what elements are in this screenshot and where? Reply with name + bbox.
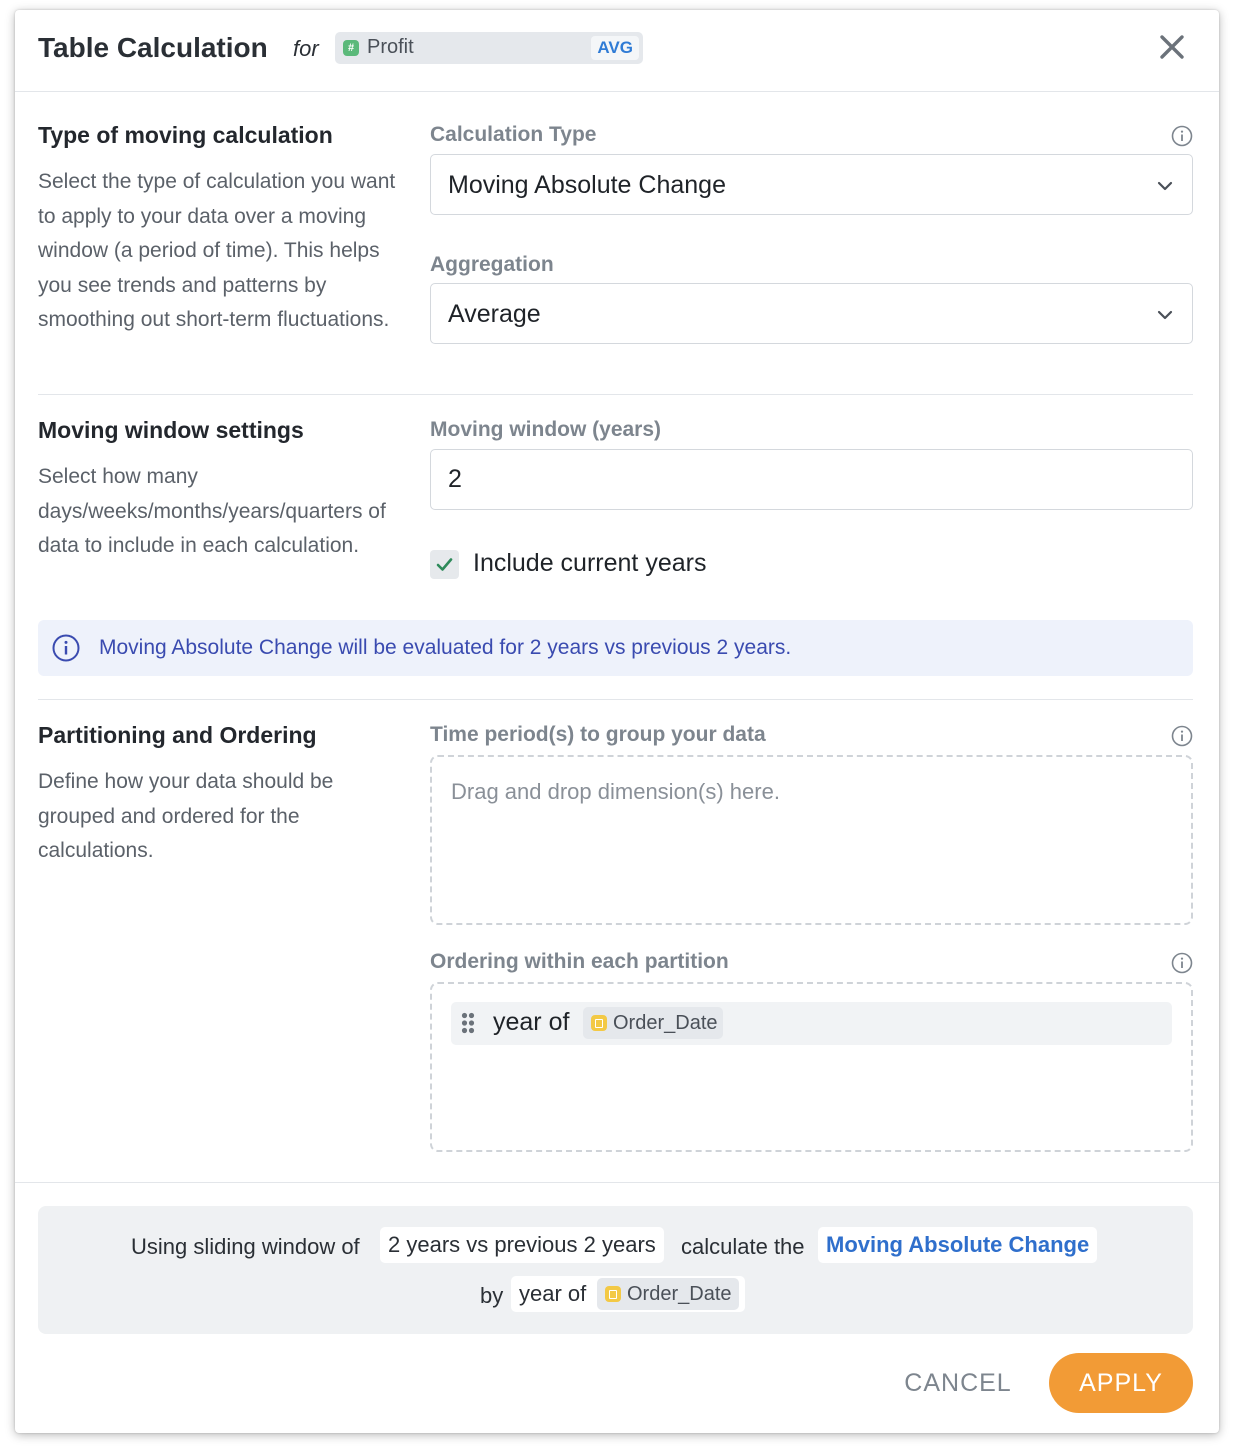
dialog-header (15, 10, 1219, 92)
info-icon[interactable] (1171, 952, 1193, 974)
info-icon[interactable] (1171, 725, 1193, 747)
hash-icon: # (343, 40, 359, 56)
drag-handle-icon[interactable] (461, 1012, 475, 1034)
partition-section-title: Partitioning and Ordering (38, 722, 317, 748)
measure-name: Profit (367, 36, 414, 58)
dimension-name: Order_Date (613, 1012, 718, 1034)
order-item[interactable] (451, 1002, 1172, 1045)
for-label: for (293, 36, 319, 61)
aggregation-badge: AVG (591, 36, 639, 60)
dimension-chip (583, 1007, 723, 1039)
summary-panel (38, 1206, 1193, 1334)
close-icon (1157, 32, 1187, 62)
order-item-prefix: year of (493, 1008, 570, 1036)
chevron-down-icon (1156, 177, 1174, 195)
include-current-checkbox[interactable] (430, 550, 459, 579)
cancel-button[interactable]: CANCEL (893, 1353, 1023, 1413)
footer-divider (15, 1182, 1219, 1183)
info-banner (38, 620, 1193, 676)
check-icon (430, 550, 459, 579)
type-section-title: Type of moving calculation (38, 122, 333, 148)
summary-middle: calculate the (681, 1234, 805, 1259)
group-label: Time period(s) to group your data (430, 723, 766, 746)
info-icon (52, 634, 80, 662)
calculation-type-value: Moving Absolute Change (448, 171, 726, 199)
measure-chip (335, 32, 643, 64)
aggregation-value: Average (448, 300, 541, 328)
dimension-chip (597, 1278, 739, 1310)
calculation-type-label: Calculation Type (430, 123, 597, 146)
window-section-title: Moving window settings (38, 417, 304, 443)
summary-by: by (480, 1283, 504, 1308)
group-dropzone[interactable] (430, 755, 1193, 925)
include-current-label[interactable]: Include current years (473, 549, 707, 577)
calendar-icon (591, 1015, 607, 1031)
dimension-name: Order_Date (627, 1283, 732, 1305)
close-button[interactable] (1157, 32, 1187, 62)
apply-button[interactable]: APPLY (1049, 1353, 1193, 1413)
order-label: Ordering within each partition (430, 950, 729, 973)
order-dropzone[interactable] (430, 982, 1193, 1152)
window-section-description: Select how many days/weeks/months/years/quarters of data to include in each calculation. (38, 465, 386, 558)
chevron-down-icon (1156, 306, 1174, 324)
summary-by-chip (511, 1276, 745, 1312)
section-divider (38, 394, 1193, 395)
table-calculation-dialog (15, 10, 1219, 1433)
summary-prefix: Using sliding window of (131, 1234, 360, 1259)
moving-window-input[interactable] (430, 449, 1193, 510)
dialog-title: Table Calculation (38, 32, 268, 63)
partition-section-description: Define how your data should be grouped and ordered for the calculations. (38, 770, 334, 863)
info-banner-text: Moving Absolute Change will be evaluated for 2 years vs previous 2 years. (99, 636, 792, 659)
info-icon[interactable] (1171, 125, 1193, 147)
section-divider (38, 699, 1193, 700)
aggregation-label: Aggregation (430, 253, 554, 276)
dropzone-placeholder: Drag and drop dimension(s) here. (451, 779, 780, 804)
moving-window-label: Moving window (years) (430, 418, 662, 441)
summary-calc-chip: Moving Absolute Change (818, 1227, 1097, 1263)
summary-window-chip: 2 years vs previous 2 years (380, 1227, 664, 1263)
calendar-icon (605, 1286, 621, 1302)
type-section-description: Select the type of calculation you want to apply to your data over a moving window (a period of time). This helps you see trends and patterns by smoothing out short-term fluctuations. (38, 170, 396, 332)
summary-by-prefix: year of (519, 1281, 587, 1306)
aggregation-select[interactable] (430, 283, 1193, 344)
calculation-type-select[interactable] (430, 154, 1193, 215)
